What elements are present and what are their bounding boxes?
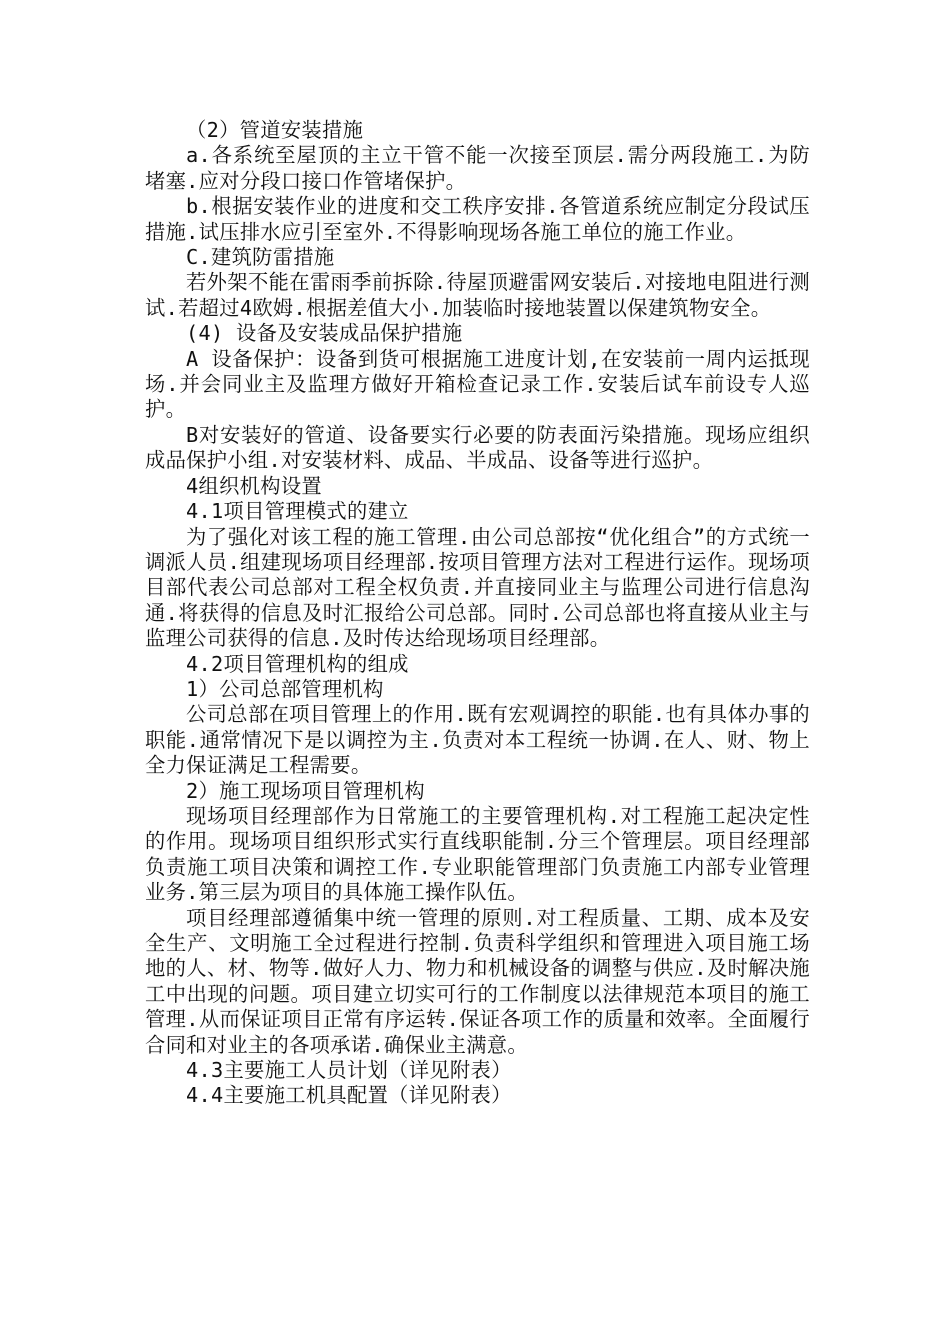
heading-personnel-plan: 4.3主要施工人员计划（详见附表） — [186, 1058, 512, 1083]
heading-pipe-installation-measures: （2）管道安装措施 — [186, 118, 364, 142]
heading-management-mode: 4.1项目管理模式的建立 — [186, 499, 409, 524]
paragraph-head-office: 公司总部在项目管理上的作用.既有宏观调控的职能.也有具体办事的职能.通常情况下是以调控为主.负责对本工程统一协调.在人、财、物上全力保证满足工程需要。 — [145, 702, 810, 778]
heading-equipment-protection: (4) 设备及安装成品保护措施 — [186, 321, 463, 346]
paragraph-project-department-principles: 项目经理部遵循集中统一管理的原则.对工程质量、工期、成本及安全生产、文明施工全过程进行控制.负责科学组织和管理进入项目施工场地的人、材、物等.做好人力、物力和机械设备的调整与供应.及时解决施工中出现的问题。项目建立切实可行的工作制度以法律规范本项目的施工管理.从而保证项目正常有序运转.保证各项工作的质量和效率。全面履行合同和对业主的各项承诺.确保业主满意。 — [145, 905, 810, 1057]
paragraph-lightning-protection: 若外架不能在雷雨季前拆除.待屋顶避雷网安装后.对接地电阻进行测试.若超过4欧姆.根据差值大小.加装临时接地装置以保建筑物安全。 — [145, 270, 810, 320]
paragraph-management-mode: 为了强化对该工程的施工管理.由公司总部按“优化组合”的方式统一调派人员.组建现场项目经理部.按项目管理方法对工程进行运作。现场项目部代表公司总部对工程全权负责.并直接同业主与监理公司进行信息沟通.将获得的信息及时汇报给公司总部。同时.公司总部也将直接从业主与监理公司获得的信息.及时传达给现场项目经理部。 — [145, 524, 810, 651]
document-page — [145, 118, 810, 1109]
paragraph-site-management: 现场项目经理部作为日常施工的主要管理机构.对工程施工起决定性的作用。现场项目组织形式实行直线职能制.分三个管理层。项目经理部负责施工项目决策和调控工作.专业职能管理部门负责施工内部专业管理业务.第三层为项目的具体施工操作队伍。 — [145, 803, 810, 905]
paragraph-equipment-protection-a: A 设备保护：设备到货可根据施工进度计划,在安装前一周内运抵现场.并会同业主及监理方做好开箱检查记录工作.安装后试车前设专人巡护。 — [145, 346, 810, 422]
paragraph-item-a: a.各系统至屋顶的主立干管不能一次接至顶层.需分两段施工.为防堵塞.应对分段口接口作管堵保护。 — [145, 143, 810, 193]
heading-organization-setup: 4组织机构设置 — [186, 473, 322, 498]
heading-head-office: 1）公司总部管理机构 — [186, 676, 384, 701]
paragraph-equipment-protection-b: B对安装好的管道、设备要实行必要的防表面污染措施。现场应组织成品保护小组.对安装材料、成品、半成品、设备等进行巡护。 — [145, 422, 810, 473]
heading-lightning-protection: C.建筑防雷措施 — [186, 245, 335, 270]
heading-equipment-configuration: 4.4主要施工机具配置（详见附表） — [186, 1083, 512, 1108]
heading-site-management: 2）施工现场项目管理机构 — [186, 778, 425, 803]
heading-management-structure: 4.2项目管理机构的组成 — [186, 651, 409, 676]
paragraph-item-b: b.根据安装作业的进度和交工秩序安排.各管道系统应制定分段试压措施.试压排水应引至室外.不得影响现场各施工单位的施工作业。 — [145, 194, 810, 244]
